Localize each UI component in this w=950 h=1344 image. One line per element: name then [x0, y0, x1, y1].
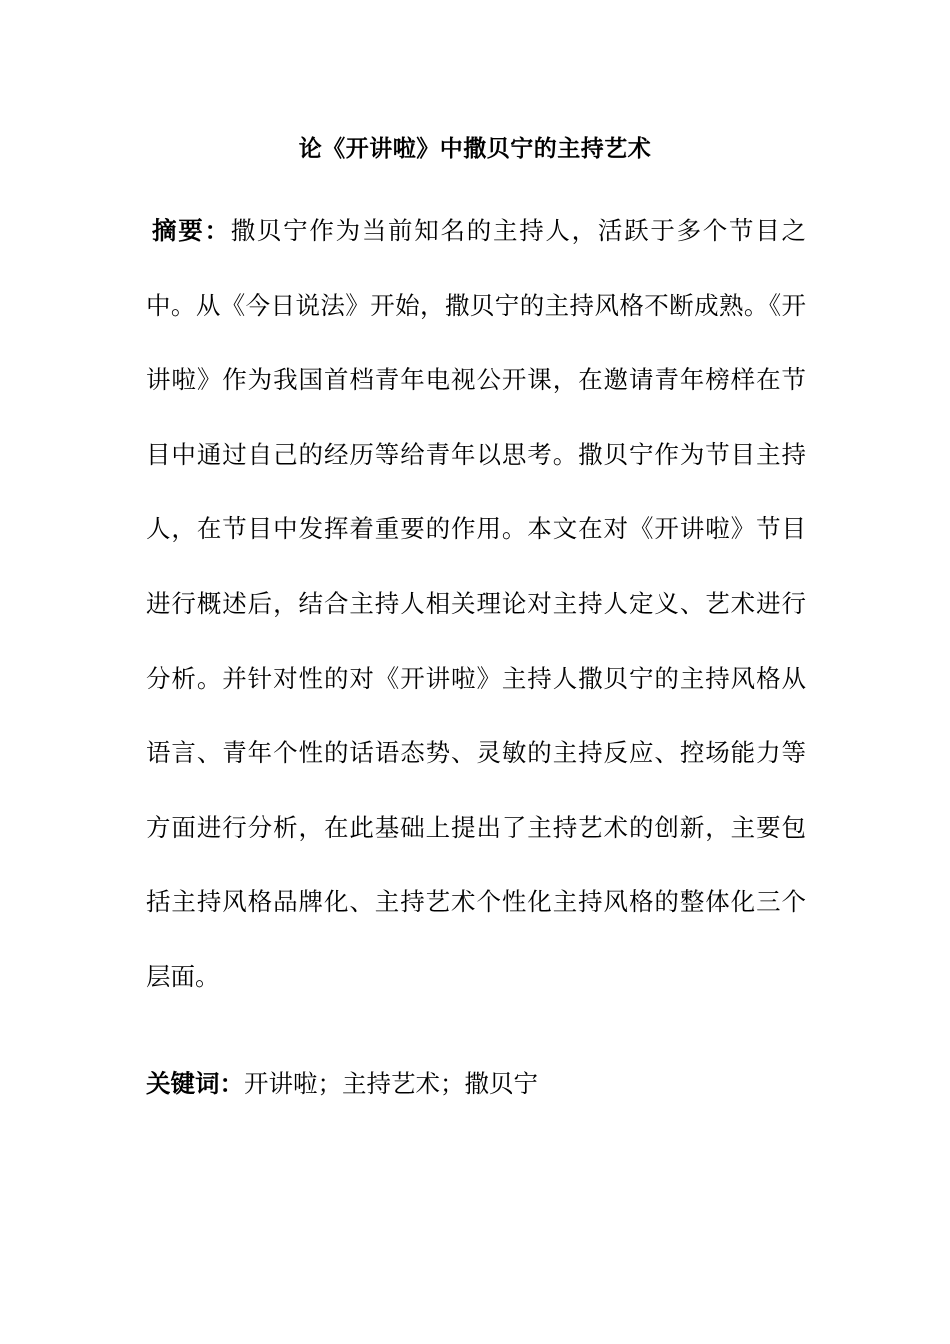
- abstract-paragraph: [146, 194, 806, 1015]
- keywords-label: 关键词：: [146, 1069, 244, 1098]
- abstract-label: 摘要：: [152, 216, 231, 245]
- document-title: 论《开讲啦》中撒贝宁的主持艺术: [298, 136, 652, 162]
- keywords-text: 开讲啦；主持艺术；撒贝宁: [244, 1069, 538, 1098]
- abstract-text: 撒贝宁作为当前知名的主持人，活跃于多个节目之中。从《今日说法》开始，撒贝宁的主持风格不断成熟。《开讲啦》作为我国首档青年电视公开课，在邀请青年榜样在节目中通过自己的经历等给青年以思考。撒贝宁作为节目主持人，在节目中发挥着重要的作用。本文在对《开讲啦》节目进行概述后，结合主持人相关理论对主持人定义、艺术进行分析。并针对性的对《开讲啦》主持人撒贝宁的主持风格从语言、青年个性的话语态势、灵敏的主持反应、控场能力等方面进行分析，在此基础上提出了主持艺术的创新，主要包括主持风格品牌化、主持艺术个性化主持风格的整体化三个层面。: [146, 216, 806, 991]
- keywords-line: [146, 1064, 806, 1104]
